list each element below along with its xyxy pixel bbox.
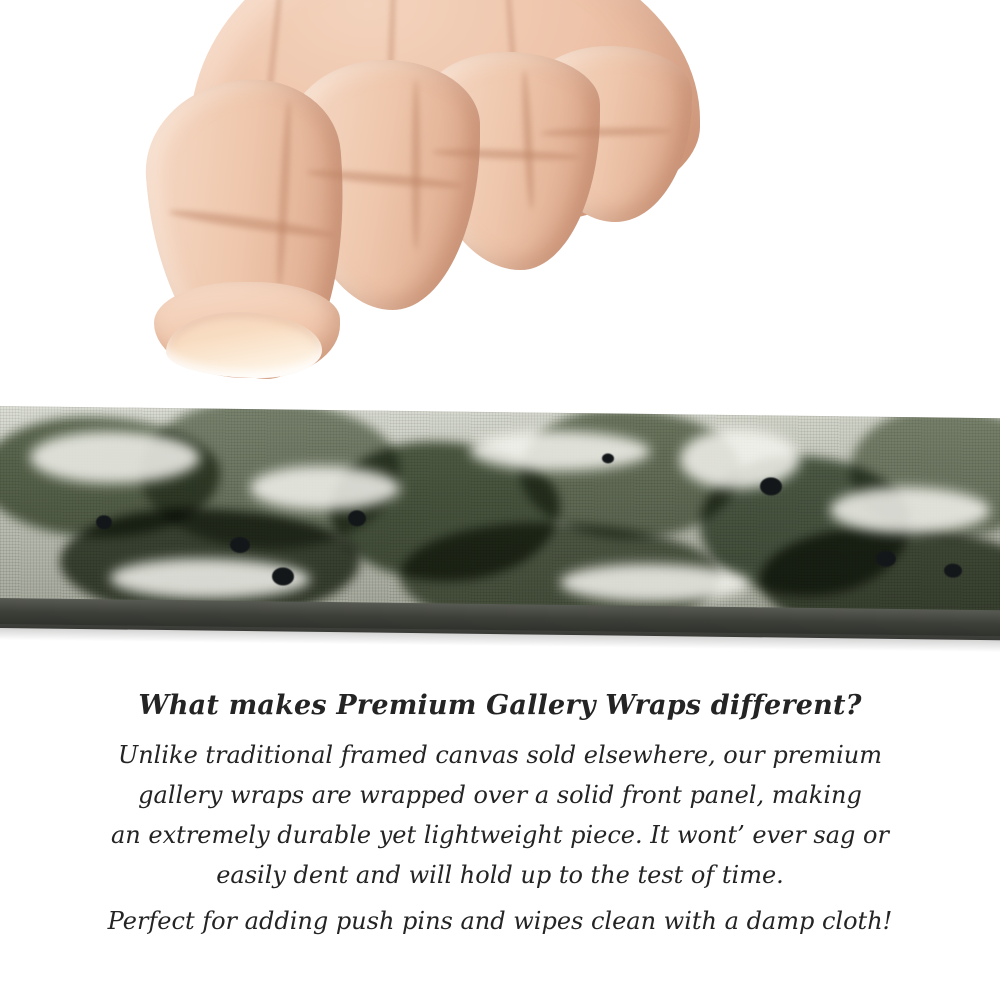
copy-closing-line: Perfect for adding push pins and wipes clean with a damp cloth! xyxy=(107,907,893,935)
finger-separation-crease xyxy=(412,80,420,250)
gallery-wrap-canvas-edge xyxy=(0,406,1000,626)
artwork-dark-speck xyxy=(230,537,250,553)
artwork-dark-speck xyxy=(944,564,962,578)
artwork-dark-speck xyxy=(96,515,112,529)
copy-heading: What makes Premium Gallery Wraps different? xyxy=(138,690,862,721)
artwork-dark-speck xyxy=(602,453,614,463)
marketing-copy-block xyxy=(0,690,1000,941)
hand-illustration-area xyxy=(0,0,1000,415)
artwork-dark-speck xyxy=(760,477,782,495)
copy-line: an extremely durable yet lightweight piece. It wont’ ever sag or xyxy=(111,821,889,849)
hand-pressing-canvas-edge xyxy=(120,0,680,415)
artwork-dark-speck xyxy=(876,551,896,567)
copy-line: easily dent and will hold up to the test of time. xyxy=(216,861,784,889)
artwork-dark-speck xyxy=(272,567,294,585)
copy-line: Unlike traditional framed canvas sold elsewhere, our premium xyxy=(117,741,882,769)
artwork-dark-speck xyxy=(348,510,366,526)
copy-line: gallery wraps are wrapped over a solid front panel, making xyxy=(138,781,862,809)
